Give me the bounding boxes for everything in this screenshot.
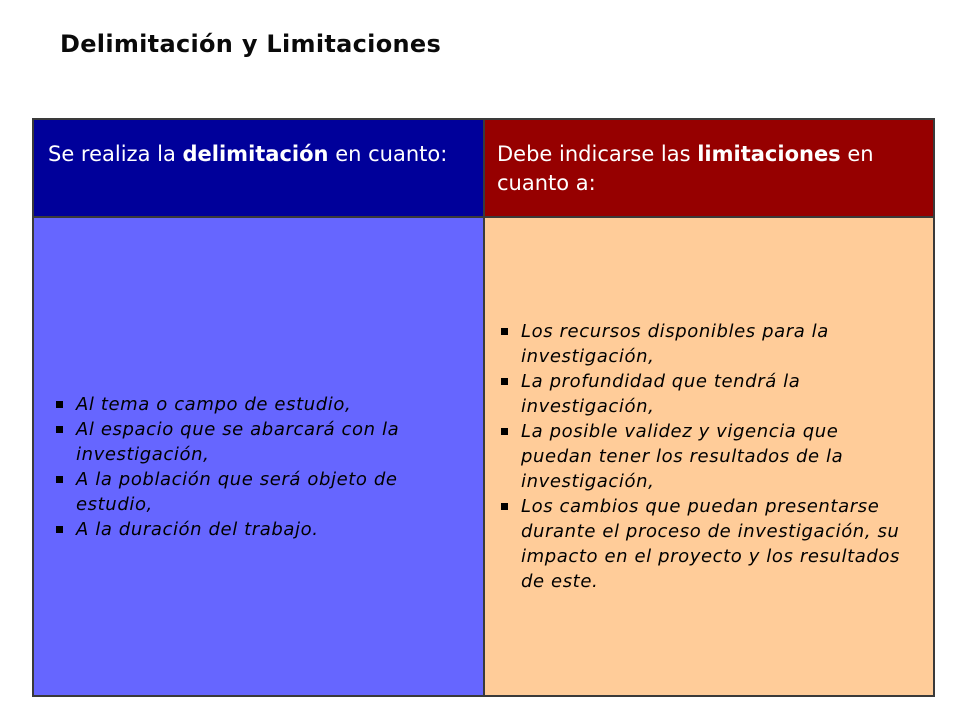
square-bullet-icon (56, 476, 63, 483)
limitations-body (484, 217, 934, 696)
limitations-header-bold: limitaciones (697, 142, 841, 166)
list-item (50, 392, 465, 417)
delimitation-header (33, 119, 484, 217)
list-item (50, 417, 465, 467)
list-item (50, 467, 465, 517)
limitations-header (484, 119, 934, 217)
list-item-text: Los cambios que puedan presentarse durante el proceso de investigación, su impacto en el proyecto y los resultados de este. (521, 496, 900, 592)
list-item-text: A la población que será objeto de estudio, (76, 468, 398, 515)
list-item (495, 419, 915, 494)
square-bullet-icon (501, 428, 508, 435)
square-bullet-icon (56, 401, 63, 408)
limitations-list (485, 319, 933, 594)
square-bullet-icon (501, 378, 508, 385)
list-item (495, 319, 915, 369)
delimitation-header-pre: Se realiza la (48, 142, 183, 166)
delimitation-body (33, 217, 484, 696)
delimitation-header-post: en cuanto: (328, 142, 448, 166)
page-title: Delimitación y Limitaciones (60, 30, 442, 58)
list-item-text: Los recursos disponibles para la investigación, (521, 321, 829, 367)
square-bullet-icon (501, 503, 508, 510)
square-bullet-icon (56, 526, 63, 533)
list-item-text: La posible validez y vigencia que puedan tener los resultados de la investigación, (521, 421, 844, 492)
list-item-text: Al tema o campo de estudio, (76, 393, 352, 415)
delimitation-list (34, 372, 483, 542)
comparison-table (32, 118, 935, 697)
list-item-text: Al espacio que se abarcará con la investigación, (76, 418, 400, 465)
list-item (495, 494, 915, 594)
square-bullet-icon (56, 426, 63, 433)
limitations-header-pre: Debe indicarse las (497, 142, 698, 166)
limitations-header-post: en cuanto a: (497, 142, 874, 195)
list-item-text: A la duración del trabajo. (76, 518, 319, 540)
delimitation-header-bold: delimitación (182, 142, 329, 166)
list-item-text: La profundidad que tendrá la investigación, (521, 371, 801, 417)
square-bullet-icon (501, 328, 508, 335)
list-item (495, 369, 915, 419)
list-item (50, 517, 465, 542)
